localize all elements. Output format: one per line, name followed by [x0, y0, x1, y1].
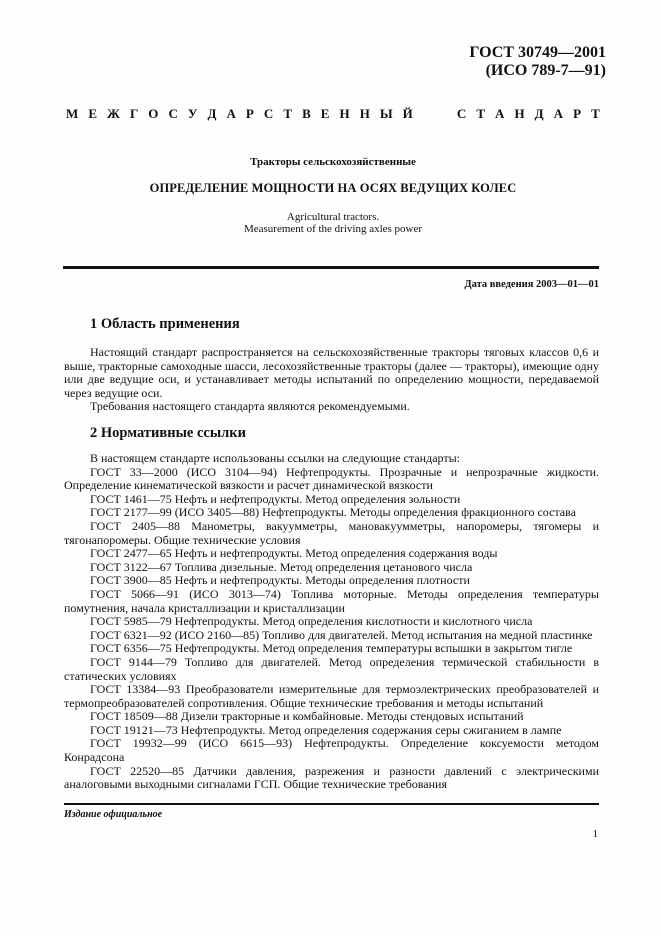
section-2-intro: В настоящем стандарте использованы ссылки на следующие стандарты:	[90, 451, 461, 465]
banner-letter: Д	[534, 106, 544, 121]
banner-letter: Й	[402, 106, 413, 121]
banner-letter: Е	[320, 106, 330, 121]
banner-letter: Н	[514, 106, 525, 121]
interstate-standard-banner	[66, 106, 600, 122]
normative-reference: ГОСТ 5985—79 Нефтепродукты. Метод определения кислотности и кислотного числа	[90, 614, 533, 629]
normative-reference: ГОСТ 9144—79 Топливо для двигателей. Метод определения термической стабильности в статических условиях	[64, 654, 599, 683]
normative-reference: ГОСТ 19932—99 (ИСО 6615—93) Нефтепродукты. Определение коксуемости методом Конрадсона	[64, 736, 599, 765]
standard-number	[469, 44, 606, 80]
english-title-line-2: Measurement of the driving axles power	[243, 223, 423, 235]
title-divider	[63, 266, 599, 269]
normative-reference: ГОСТ 18509—88 Дизели тракторные и комбайновые. Методы стендовых испытаний	[90, 709, 524, 724]
introduction-date: Дата введения 2003—01—01	[464, 279, 599, 290]
footer-divider	[64, 803, 599, 805]
section-1-heading: 1 Область применения	[90, 316, 240, 332]
banner-letter: А	[495, 106, 505, 121]
normative-reference: ГОСТ 5066—91 (ИСО 3013—74) Топлива моторные. Методы определения температуры помутнения, начала кристаллизации и кристаллизации	[64, 586, 599, 615]
banner-letter: Д	[207, 106, 217, 121]
normative-reference: ГОСТ 19121—73 Нефтепродукты. Метод определения содержания серы сжиганием в лампе	[90, 722, 562, 737]
section-1-paragraph-2: Требования настоящего стандарта являются рекомендуемыми.	[90, 399, 410, 414]
banner-letter: Р	[245, 106, 254, 121]
banner-letter: У	[187, 106, 198, 121]
normative-reference: ГОСТ 33—2000 (ИСО 3104—94) Нефтепродукты. Прозрачные и непрозрачные жидкости. Определение кинематической вязкости и расчет динамической вязкости	[64, 464, 599, 493]
banner-letter: Н	[339, 106, 350, 121]
normative-reference: ГОСТ 13384—93 Преобразователи измерительные для термоэлектрических преобразователей и термопреобразователей сопротивления. Общие технические требования и методы испытаний	[64, 682, 599, 710]
section-2-body	[64, 452, 599, 792]
banner-letter: Е	[88, 106, 97, 121]
normative-reference: ГОСТ 1461—75 Нефть и нефтепродукты. Метод определения зольности	[90, 491, 461, 506]
section-1-body	[64, 346, 599, 414]
normative-reference: ГОСТ 2405—88 Манометры, вакуумметры, мановакуумметры, напоромеры, тягомеры и тягонапоромеры. Общие технические условия	[64, 518, 599, 547]
gost-number: ГОСТ 30749—2001	[469, 44, 606, 61]
banner-letter: Ы	[379, 106, 393, 121]
iso-number: (ИСО 789-7—91)	[485, 62, 606, 79]
normative-reference: ГОСТ 6321—92 (ИСО 2160—85) Топливо для двигателей. Метод испытания на медной пластинке	[90, 627, 593, 642]
banner-letter: Г	[129, 106, 139, 121]
banner-letter: Ж	[107, 106, 120, 121]
banner-letter: Т	[591, 106, 600, 121]
official-edition-label: Издание официальное	[64, 809, 163, 820]
normative-reference: ГОСТ 6356—75 Нефтепродукты. Метод определения температуры вспышки в закрытом тигле	[90, 641, 573, 656]
banner-word-gap	[423, 106, 447, 122]
banner-letter: О	[148, 106, 159, 121]
banner-letter: Н	[359, 106, 370, 121]
banner-letter: Р	[573, 106, 582, 121]
banner-letter: С	[168, 106, 178, 121]
section-2-heading: 2 Нормативные ссылки	[90, 425, 246, 441]
banner-letter: С	[456, 106, 467, 121]
banner-letter: А	[553, 106, 564, 121]
normative-reference: ГОСТ 3900—85 Нефть и нефтепродукты. Методы определения плотности	[90, 573, 470, 588]
banner-letter: А	[226, 106, 236, 121]
section-1-paragraph-1: Настоящий стандарт распространяется на сельскохозяйственные тракторы тяговых классов 0,6 и выше, тракторные самоходные шасси, лесохозяйственные тракторы (далее — тракторы), имеющие одну или две ведущие оси, и устанавливает методы испытаний по определению мощности, передаваемой через ведущие оси.	[64, 345, 599, 400]
english-title-line-1: Agricultural tractors.	[286, 211, 380, 223]
normative-reference: ГОСТ 3122—67 Топлива дизельные. Метод определения цетанового числа	[90, 559, 473, 574]
document-title: ОПРЕДЕЛЕНИЕ МОЩНОСТИ НА ОСЯХ ВЕДУЩИХ КОЛЕС	[149, 181, 517, 195]
banner-letter: Т	[476, 106, 485, 121]
banner-letter: Т	[283, 106, 293, 121]
normative-reference: ГОСТ 2177—99 (ИСО 3405—88) Нефтепродукты. Методы определения фракционного состава	[90, 505, 576, 520]
document-subtitle: Тракторы сельскохозяйственные	[250, 156, 416, 168]
normative-reference: ГОСТ 2477—65 Нефть и нефтепродукты. Метод определения содержания воды	[90, 546, 498, 561]
banner-letter: М	[66, 106, 79, 121]
banner-letter: С	[263, 106, 274, 121]
normative-reference: ГОСТ 22520—85 Датчики давления, разрежения и разности давлений с электрическими аналоговыми выходными сигналами ГСП. Общие технические требования	[64, 763, 599, 792]
page-number: 1	[592, 828, 598, 840]
banner-letter: В	[302, 106, 311, 121]
